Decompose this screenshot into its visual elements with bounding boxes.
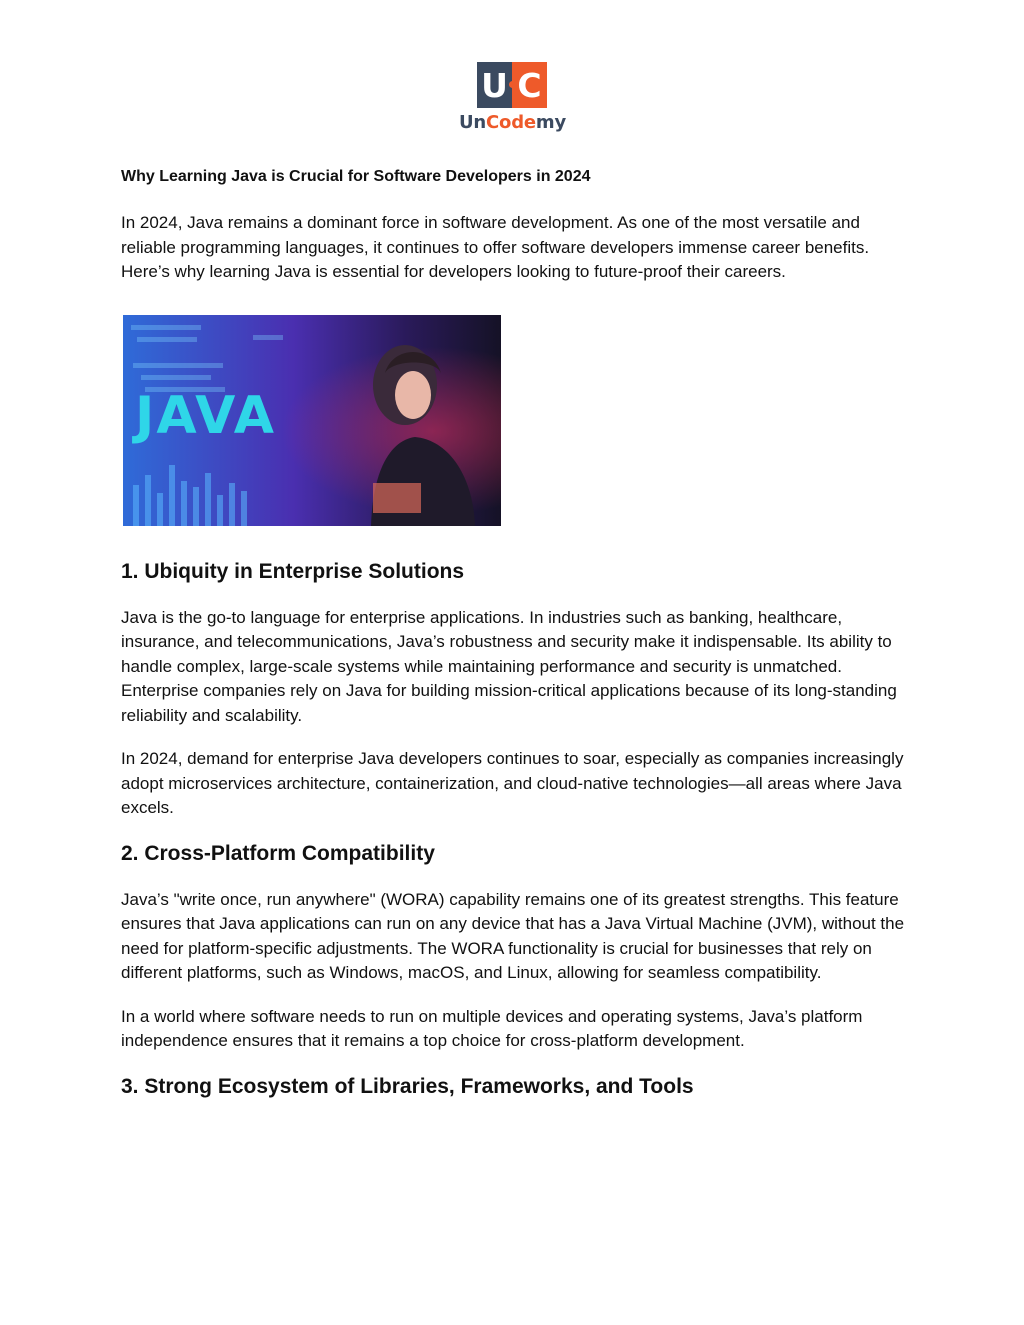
logo-mark-left: U (477, 62, 512, 108)
document-title: Why Learning Java is Crucial for Software Developers in 2024 (121, 168, 591, 185)
section-2-paragraph-1: Java’s "write once, run anywhere" (WORA) capability remains one of its greatest strengths. This feature ensures that Java applications can run on any device that has a Java Virtual Machine (JVM), without the need for platform-specific adjustments. The WORA functionality is crucial for businesses that rely on different platforms, such as Windows, macOS, and Linux, allowing for seamless compatibility. (121, 889, 905, 982)
section-2-paragraph-2: In a world where software needs to run on multiple devices and operating systems, Java’s platform independence ensures that it remains a top choice for cross-platform development. (121, 1006, 863, 1050)
section-1-heading: 1. Ubiquity in Enterprise Solutions (121, 559, 465, 583)
hero-image-text: JAVA (135, 385, 277, 446)
logo-word-part3: my (535, 112, 566, 133)
section-1-paragraph-1: Java is the go-to language for enterprise applications. In industries such as banking, healthcare, insurance, and telecommunications, Java’s robustness and security make it indispensable. Its ability to handle complex, large-scale systems while maintaining performance and security is unmatched. Enterprise companies rely on Java for building mission-critical applications because of its long-standing reliability and scalability. (121, 607, 897, 725)
intro-paragraph: In 2024, Java remains a dominant force in software development. As one of the most versatile and reliable programming languages, it continues to offer software developers immense career benefits. Here’s why learning Java is essential for developers looking to future-proof their careers. (121, 213, 870, 281)
uncodemy-logo (455, 62, 570, 137)
document-body (121, 166, 911, 1121)
section-1-paragraph-2: In 2024, demand for enterprise Java developers continues to soar, especially as companies increasingly adopt microservices architecture, containerization, and cloud-native technologies—all areas where Java excels. (121, 749, 904, 817)
logo-mark-right: C (512, 62, 547, 108)
logo-wordmark (455, 112, 570, 133)
logo-word-part2: Code (486, 112, 536, 133)
logo-dot (509, 81, 516, 88)
hero-image (123, 315, 501, 526)
section-2-heading: 2. Cross-Platform Compatibility (121, 841, 435, 865)
section-3-heading: 3. Strong Ecosystem of Libraries, Frameworks, and Tools (121, 1074, 694, 1098)
logo-word-part1: Un (459, 112, 487, 133)
logo-mark (477, 62, 547, 108)
